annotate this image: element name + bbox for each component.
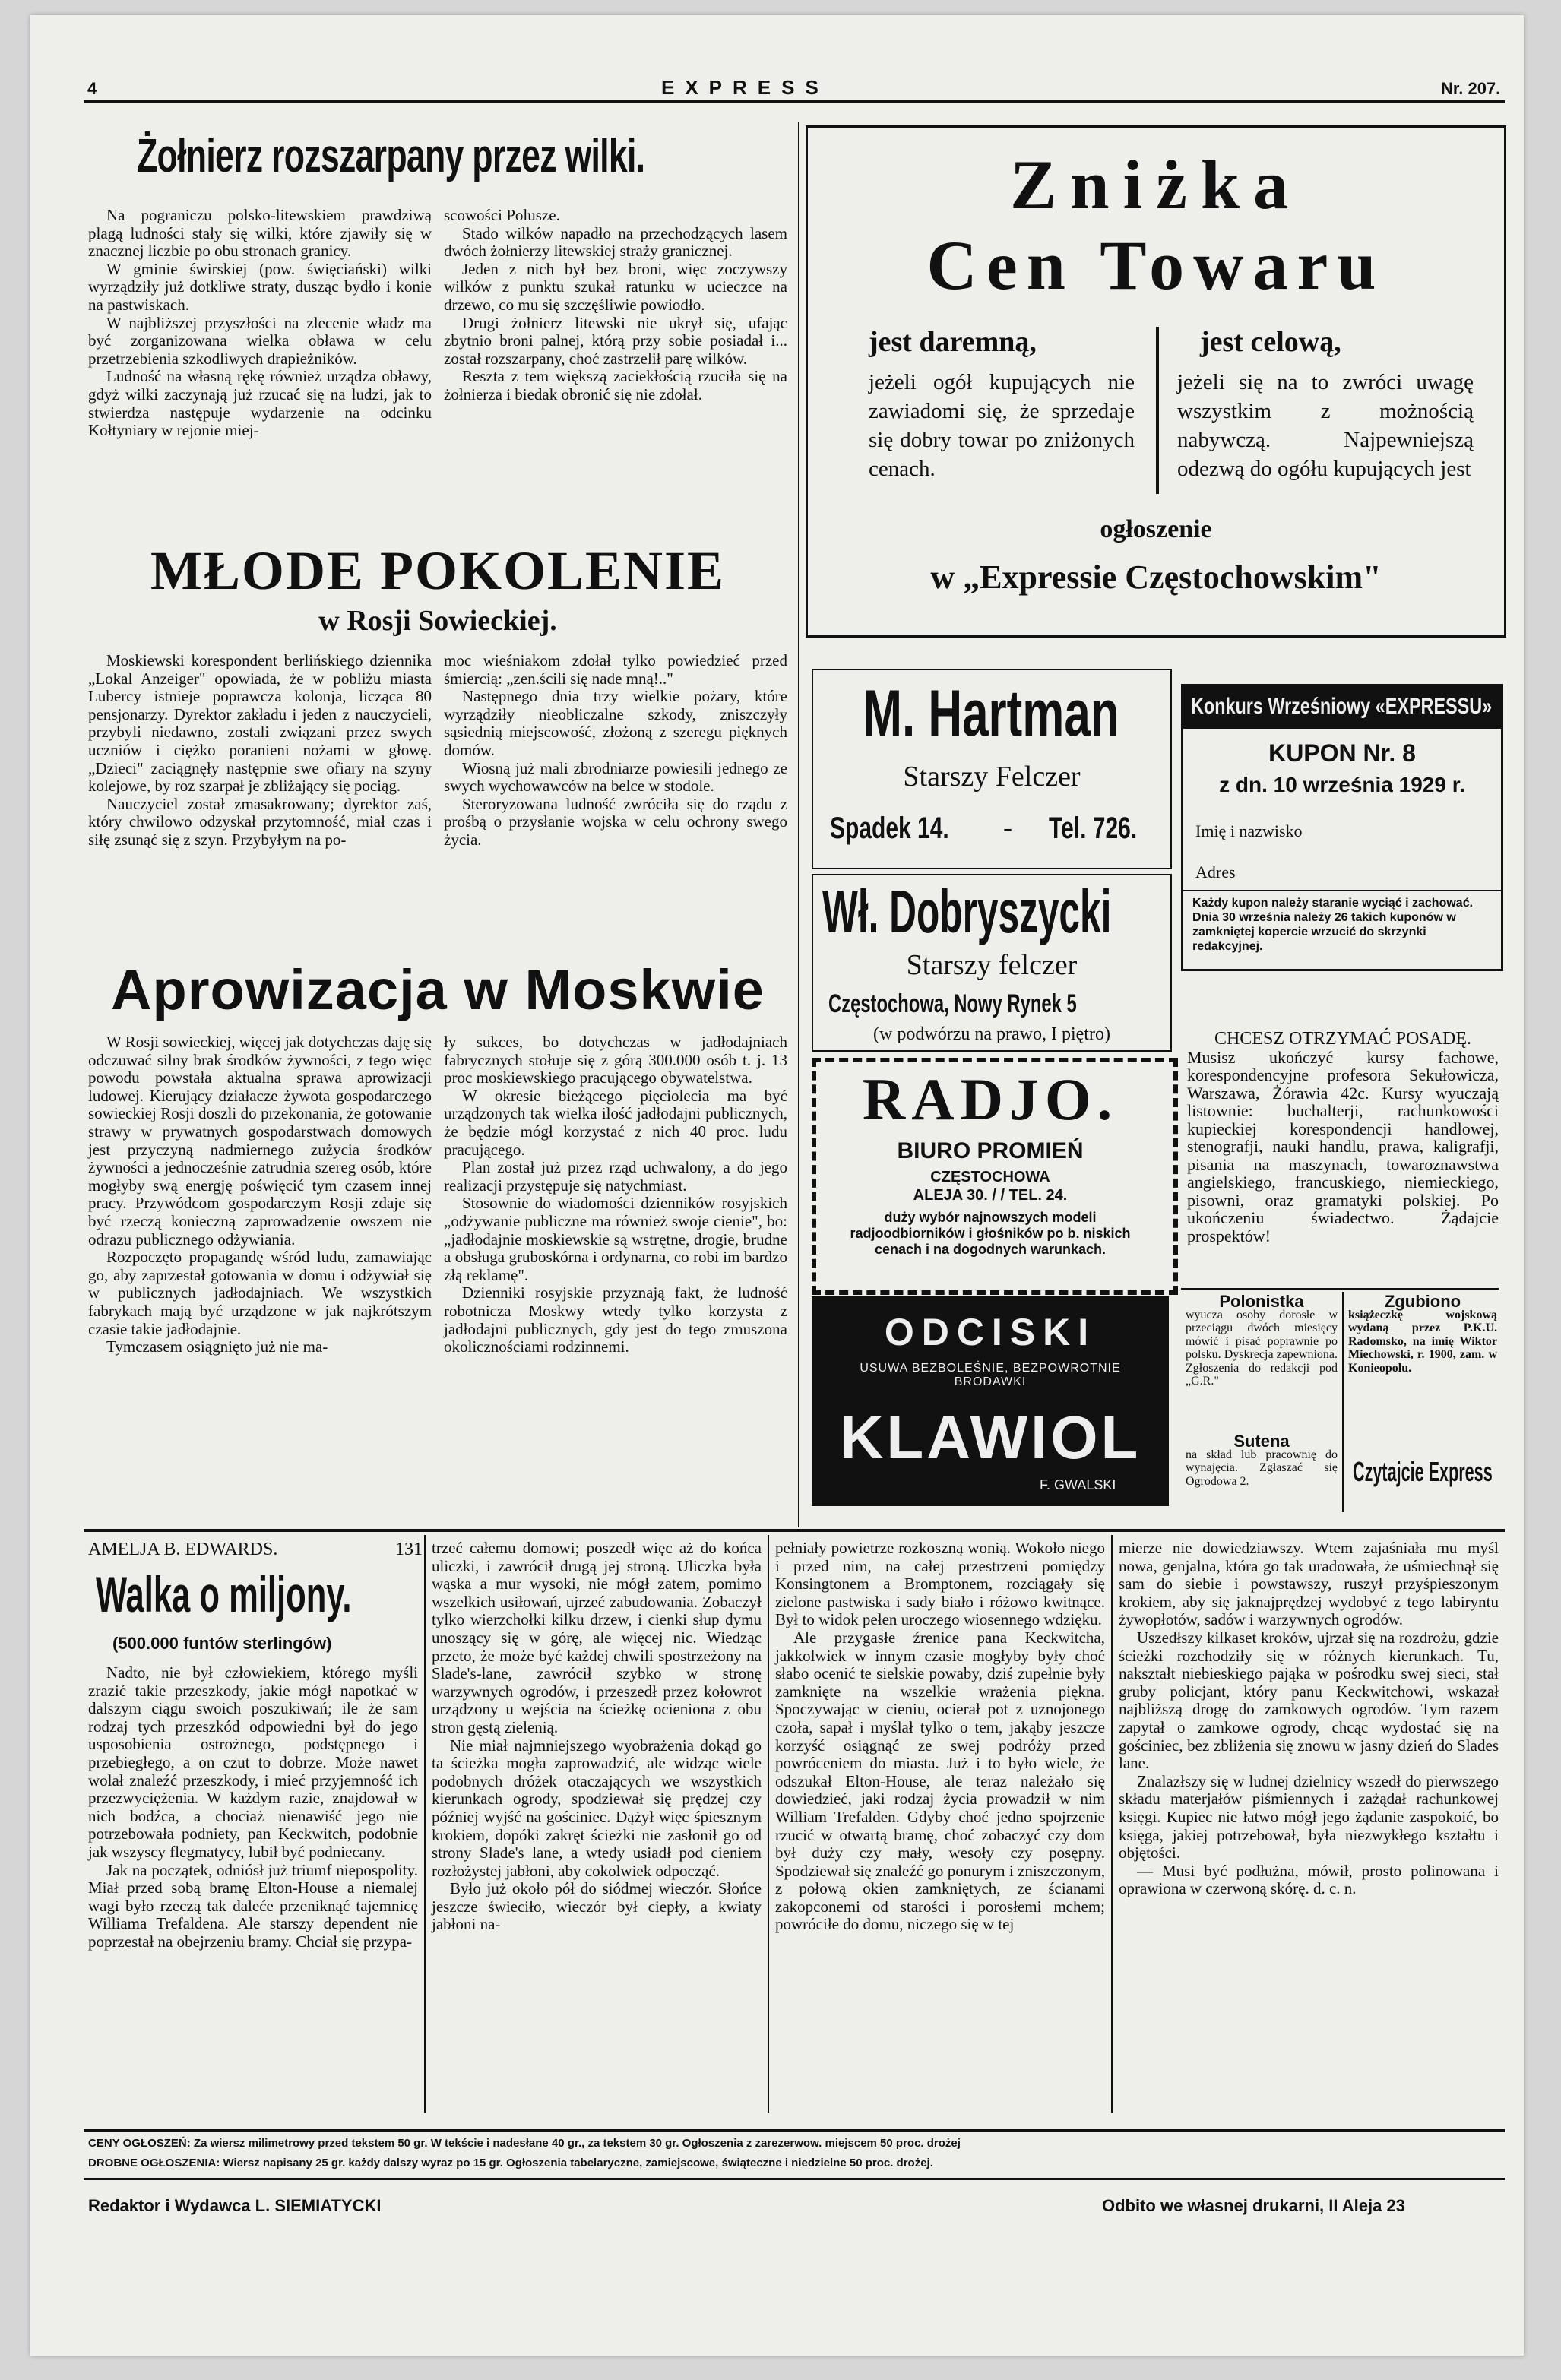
serial-column-1 <box>88 1664 418 1951</box>
job-ad-body: Musisz ukończyć kursy fachowe, korespondencyjne profesora Sekułowicza, Warszawa, Żórawia 42c. Kursy wyuczają listownie: buchalterji, rachunkowości kupieckiej korespondencji handlowej, stenografji, nauki handlu, prawa, kaligrafji, pisania na maszynach, towaroznawstwa angielskiego, francuskiego, niemieckiego, pisowni, oraz gramatyki polskiej. Po ukończeniu świadectwo. Żądajcie prospektów! <box>1187 1047 1499 1245</box>
paragraph: Plan został już przez rząd uchwalony, a do jego realizacji przystępuje się natychmiast. <box>444 1158 787 1195</box>
klawiol-title: ODCISKI <box>884 1311 1097 1353</box>
paragraph: Drugi żołnierz litewski nie ukrył się, ufając zbytnio broni palnej, którą przy sobie posiadał i... został rozszarpany, choć zastrzelił parę wilków. <box>444 313 787 368</box>
serial-title: Walka o miljony. <box>96 1566 352 1622</box>
header-rule <box>84 100 1505 103</box>
hartman-address: Spadek 14. <box>830 812 949 845</box>
paragraph: ły sukces, bo dotychczas w jadłodajniach fabrycznych stołuje się z górą 300.000 osób t. j. 13 proc moskiewskiego pracującego obywatelstwa. <box>444 1033 787 1087</box>
zgubiono-body: książeczkę wojskową wydaną przez P.K.U. Radomsko, na imię Wiktor Miechowski, r. 1900, zam. w Konieopolu. <box>1348 1308 1497 1375</box>
polonistka-body: wyucza osoby dorosłe w przeciągu dwóch miesięcy mówić i pisać poprawnie po polsku. Dyskrecja zapewniona. Zgłoszenia do redakcji pod „G.R." <box>1186 1308 1338 1388</box>
job-ad <box>1187 1030 1499 1245</box>
sutena-head: Sutena <box>1233 1432 1290 1451</box>
price-ad-bottom-2: w „Expressie Częstochowskim" <box>930 559 1382 596</box>
serial-subtitle: (500.000 funtów sterlingów) <box>112 1634 332 1653</box>
paragraph: Uszedłszy kilkaset kroków, ujrzał się na rozdrożu, gdzie ścieżki rozchodziły się w różnych kierunkach. Tu, nakształt niebieskiego pająka w pośrodku swej sieci, stał gruby policjant, który panu Keckwitchowi, wskazał najbliższą drogę do zamkowych ogrodów. Tym razem zapytał o zamkowe ogrody, chcąc wydostać się na gościniec, bez zbliżenia się znowu w jasny dzień do Slades lane. <box>1119 1628 1499 1773</box>
price-cut-ad <box>806 125 1506 638</box>
column-rule <box>798 122 799 1527</box>
sutena-body: na skład lub pracownię do wynajęcia. Zgłaszać się Ogrodowa 2. <box>1186 1448 1338 1488</box>
radio-city: CZĘSTOCHOWA <box>930 1169 1050 1185</box>
coupon-name-label: Imię i nazwisko <box>1195 821 1303 840</box>
paragraph: pełniały powietrze rozkoszną wonią. Wokoło niego i przed nim, na całej przestrzeni pomiędzy Konsingtonem a Bromptonem, rozciągały się zielone pastwiska i sady biało i różowo kwitnące. Był to widok pełen uroczego wiosennego wdzięku. <box>775 1539 1105 1629</box>
youth-column-2 <box>444 652 787 850</box>
paragraph: — Musi być podłużna, mówił, prosto polinowana i oprawiona w czerwoną skórę. d. c. n. <box>1119 1861 1499 1898</box>
paragraph: W najbliższej przyszłości na zlecenie władz ma być zorganizowana wielka obława w celu przetrzebienia szkodliwych drapieżników. <box>88 313 432 368</box>
printer-line: Odbito we własnej drukarni, II Aleja 23 <box>1102 2196 1405 2215</box>
paragraph: Na pograniczu polsko-litewskiem prawdziwą plagą ludności stały się wilki, które zjawiły się w znacznej liczbie po obu stronach granicy. <box>88 206 432 261</box>
hartman-role: Starszy Felczer <box>903 761 1081 793</box>
zgubiono-head: Zgubiono <box>1384 1292 1461 1311</box>
price-ad-divider <box>1156 327 1159 494</box>
polonistka-ad <box>1186 1292 1338 1388</box>
hartman-ad <box>812 669 1172 869</box>
hartman-phone: Tel. 726. <box>1049 812 1138 845</box>
coupon-number: KUPON Nr. 8 <box>1268 739 1416 767</box>
radio-body: duży wybór najnowszych modeli radjoodbiorników i głośników po b. niskich cenach i na dogodnych warunkach. <box>850 1210 1131 1257</box>
paragraph: Reszta z tem większą zaciekłością rzuciła się na żołnierza i biedak obronić się nie zdołał. <box>444 367 787 404</box>
paragraph: Następnego dnia trzy wielkie pożary, które wyrządziły nieobliczalne szkody, zniszczyły sąsiednią miejscowość, złożoną z szeregu pięknych domów. <box>444 687 787 759</box>
food-column-2 <box>444 1033 787 1356</box>
price-ad-right-head: jest celową, <box>1200 326 1341 358</box>
dobryszycki-note: (w podwórzu na prawo, I piętro) <box>873 1024 1110 1044</box>
radio-ad <box>812 1058 1178 1295</box>
radio-title: RADJO. <box>862 1066 1119 1132</box>
klawiol-ad <box>812 1296 1169 1506</box>
paragraph: Moskiewski korespondent berlińskiego dziennika „Lokal Anzeiger" opowiada, że w pobliżu miasta Lubercy istnieje poprawcza kolonja, licząca 80 pensjonarzy. Dyrektor zakładu i jeden z nauczycieli, przybyli niedawno, zostali związani przez swych uczniów i ciężko poranieni nożami w głowę. „Dzieci" zaciągnęły następnie swe ofiary na szyny kolejowe, by roz szarpał je zbliżający się pociąg. <box>88 651 432 796</box>
wolves-column-2 <box>444 207 787 404</box>
paragraph: Steroryzowana ludność zwróciła się do rządu z prośbą o przysłanie wojska w celu ochrony swego życia. <box>444 794 787 849</box>
food-headline: Aprowizacja w Moskwie <box>111 958 765 1021</box>
serial-column-4 <box>1119 1540 1499 1898</box>
paragraph: Rozpoczęto propagandę wśród ludu, zamawiając go, aby zaprzestał gotowania w domu i odżywiał się w publicznych jadłodajniach. We wszystkich fabrykach mają być urządzone w jak najkrótszym czasie takie jadłodajnie. <box>88 1248 432 1338</box>
dobryszycki-address: Częstochowa, Nowy Rynek 5 <box>828 989 1077 1018</box>
klawiol-subtitle: USUWA BEZBOLEŚNIE, BEZPOWROTNIE BRODAWKI <box>860 1362 1121 1388</box>
contest-coupon <box>1181 684 1503 971</box>
coupon-note: Każdy kupon należy staranie wyciąć i zachować. Dnia 30 września należy 26 takich kuponów w zamkniętej kopercie wrzucić do skrzynki redakcyjnej. <box>1192 897 1474 953</box>
hartman-name: M. Hartman <box>863 677 1119 750</box>
paragraph: Ale przygasłe źrenice pana Keckwitcha, jakkolwiek w innym czasie mogłyby były choć słabo ocenić te sielskie powaby, dziś zupełnie były zamknięte na wszelkie wrażenia piękna. Spoczywając w cieniu, ocierał pot z uznojonego czoła, sapał i myślał tylko o tem, jakąby jeszcze korzyść osiągnąć ze swej podróży przed powróceniem do miasta. Już i to było wiele, że odszukał Elton-House, ale teraz należało się dowiedzieć, jaki rodzaj życia prowadził w nim William Trefalden. Gdyby choć jedno spojrzenie rzucić w otwartą bramę, choć zobaczyć czy dom był duży czy mały, wesoły czy posępny. Spodziewał się znaleźć go ponurym i zniszczonym, z połową okien zamkniętych, ze ścianami zakopconemi od starości i porosłemi mchem; powróciłe do domu, niczego się w tej <box>775 1628 1105 1934</box>
paragraph: Nauczyciel został zmasakrowany; dyrektor zaś, który chwilowo odzyskał przytomność, miał czas i siłę zsunąć się z szyn. Przybyłym na po- <box>88 794 432 849</box>
masthead: EXPRESS <box>661 76 829 99</box>
paragraph: Stosownie do wiadomości dzienników rosyjskich „odżywanie publiczne ma również swoje cienie", bo: „jadłodajnie moskiewskie są wstrętne, drogie, brudne a obsługa gruboskórna i ordynarna, co robi im bardzo złą reklamę". <box>444 1194 787 1284</box>
coupon-banner-bg <box>1183 686 1501 729</box>
zgubiono-ad <box>1348 1292 1497 1375</box>
paragraph: Było już około pół do siódmej wieczór. Słońce jeszcze świeciło, wieczór był ciepły, a kwiaty jabłoni na- <box>432 1879 762 1934</box>
page-number: 4 <box>87 79 97 98</box>
wolves-headline: Żołnierz rozszarpany przez wilki. <box>137 130 645 182</box>
paragraph: Dzienniki rosyjskie przyznają fakt, że ludność robotnicza Moskwy wtedy tylko korzysta z jadłodajni publicznych, gdy jest do tego zmuszona okolicznościami rodzinnemi. <box>444 1283 787 1356</box>
paragraph: scowości Polusze. <box>444 206 560 224</box>
paragraph: Wiosną już mali zbrodniarze powiesili jednego ze swych wychowawców na belce w stodole. <box>444 758 787 796</box>
ad-prices-line-2: DROBNE OGŁOSZENIA: Wiersz napisany 25 gr. każdy dalszy wyraz po 15 gr. Ogłoszenia tabelaryczne, zamiejscowe, świąteczne i niedzielne 50 proc. drożej. <box>88 2157 933 2170</box>
serial-column-3 <box>775 1540 1105 1934</box>
youth-headline: MŁODE POKOLENIE <box>150 540 726 601</box>
footer-mid-rule <box>84 2178 1505 2180</box>
paragraph: Nie miał najmniejszego wyobrażenia dokąd go ta ścieżka mogła zaprowadzić, ale widząc wiele podobnych dróżek otaczających we wszystkich kierunkach ogrody, spodziewał się prędzej czy później wyjść na gościniec. Dążył więc śpiesznym krokiem, dopóki zakręt ścieżki nie zasłonił go od strony Slade's lane, a wtedy usiadł pod cieniem rozłożystej jabłoni, aby cokolwiek odpocząć. <box>432 1736 762 1880</box>
serial-top-rule <box>84 1529 1505 1532</box>
classifieds-divider <box>1342 1292 1344 1512</box>
polonistka-head: Polonistka <box>1219 1292 1304 1311</box>
serial-column-2 <box>432 1540 762 1934</box>
paragraph: Znalazłszy się w ludnej dzielnicy wszedł do pierwszego składu materjałów piśmiennych i zażądał rachunkowej księgi. Kupiec nie łatwo mógł jego żądanie zaspokoić, bo księga, jakiej potrzebował, była niezwykłego kształtu i objętości. <box>1119 1771 1499 1863</box>
serial-episode: 131 <box>395 1540 423 1559</box>
food-column-1 <box>88 1033 432 1356</box>
paragraph: moc wieśniakom zdołał tylko powiedzieć przed śmiercią: „zen.ścili się nade mną!.." <box>444 651 787 688</box>
youth-subheadline: w Rosji Sowieckiej. <box>318 605 557 637</box>
paragraph: mierze nie dowiedziawszy. Wtem zajaśniała mu myśl nowa, genjalna, która go tak uradowała, że uśmiechnął się sam do siebie i powstawszy, ruszył przyśpieszonym krokiem, aby się jaknajprędzej wydobyć z tego labiryntu żywopłotów, sadów i warzywnych ogrodów. <box>1119 1539 1499 1629</box>
ad-prices-line-1: CENY OGŁOSZEŃ: Za wiersz milimetrowy przed tekstem 50 gr. W tekście i nadesłane 40 gr., za tekstem 30 gr. Ogłoszenia z zarezerwow. miejscem 50 proc. drożej <box>88 2137 961 2150</box>
paragraph: Ludność na własną rękę również urządza obławy, gdyż wilki zaczynają już rzucać się na ludzi, jak to stwierdza następuje wydarzenie na odcinku Kołtyniary w rejonie miej- <box>88 367 432 440</box>
issue-number: Nr. 207. <box>1441 79 1501 98</box>
serial-author: AMELJA B. EDWARDS. <box>88 1540 278 1559</box>
price-ad-title-1: Zniżka <box>1009 146 1303 223</box>
paragraph: W gminie świrskiej (pow. święciański) wilki wyrządziły już dotkliwe straty, dusząc bydło i konie na pastwiskach. <box>88 259 432 314</box>
editor-line: Redaktor i Wydawca L. SIEMIATYCKI <box>88 2196 382 2215</box>
radio-company: BIURO PROMIEŃ <box>897 1138 1084 1163</box>
paragraph: Nadto, nie był człowiekiem, którego myśli zrazić takie przeszkody, jakie mógł napotkać w dalszym ciągu swoich poszukiwań; ile że sam rodzaj tych przeszkód odpowiedni był do jego usposobienia ostrożnego, podstępnego i przebiegłego, a on czut to dobrze. Może nawet wolał znaleźć przeszkody, i mieć przyjemność ich przezwyciężenia. W każdym razie, znajdował w nich bodźca, a chociaż nienawiść jego nie potrzebowała podniety, pan Keckwitch, podobnie jak wszyscy flegmatycy, lubił być podniecany. <box>88 1663 418 1861</box>
coupon-rule <box>1183 890 1501 891</box>
klawiol-maker: F. GWALSKI <box>1040 1477 1116 1492</box>
coupon-banner: Konkurs Wrześniowy «EXPRESSU» <box>1191 694 1493 719</box>
paragraph: Jak na początek, odniósł już triumf niepospolity. Miał przed sobą bramę Elton-House a niemalej wagi było rzeczą tak daleće przeniknąć tajemnicę Williama Trefaldena. Ale starszy dependent nie poprzestał na obejrzeniu bramy. Chciał się przypa- <box>88 1860 418 1951</box>
read-express-slogan: Czytajcie Express <box>1353 1456 1493 1487</box>
hartman-dash: - <box>1003 812 1012 843</box>
price-ad-left-head: jest daremną, <box>869 326 1037 358</box>
dobryszycki-role: Starszy felczer <box>906 949 1078 981</box>
price-ad-title-2: Cen Towaru <box>926 226 1385 304</box>
coupon-address-label: Adres <box>1195 862 1236 881</box>
serial-divider-2 <box>768 1535 769 2113</box>
serial-divider-1 <box>424 1535 426 2113</box>
paragraph: Stado wilków napadło na przechodzących lasem dwóch żołnierzy litewskiej straży granicznej. <box>444 223 787 261</box>
sutena-ad <box>1186 1432 1338 1488</box>
radio-address: ALEJA 30. / / TEL. 24. <box>913 1187 1068 1204</box>
paragraph: Jeden z nich był bez broni, więc zoczywszy wilków z punktu szukał ratunku w ucieczce na drzewo, co mu się szczęśliwie powiodło. <box>444 259 787 314</box>
footer-top-rule <box>84 2129 1505 2132</box>
price-ad-right-body: jeżeli się na to zwróci uwagę wszystkim z możnością nabywczą. Najpewniejszą odezwą do ogółu kupujących jest <box>1177 370 1474 481</box>
paragraph: W Rosji sowieckiej, więcej jak dotychczas daję się odczuwać silny brak środków żywności, z tego więc powodu powstała aktualna sprawa aprowizacji ludowej. Kierujący działacze żywota gospodarczego sowieckiej Rosji doszli do przekonania, że gotowanie strawy w prywatnych gospodarstwach domowych jest przyczyną nadmiernego zużycia środków żywności a jednocześnie zatrudnia szereg osób, które mogłyby swą energję poświęcić tym czasem innej pracy. Przywódcom gospodarczym Rosji zdaje się być rzeczą konieczną zaprowadzenie owszem nie odrazu publicznego odżywiania. <box>88 1033 432 1249</box>
dobryszycki-name: Wł. Dobryszycki <box>822 878 1112 945</box>
serial-divider-3 <box>1111 1535 1113 2113</box>
wolves-column-1 <box>88 207 432 440</box>
paragraph: W okresie bieżącego pięciolecia ma być urządzonych tak wielka ilość jadłodajni publicznych, że będzie mógł korzystać z nich 40 proc. ludu pracującego. <box>444 1086 787 1159</box>
paragraph: Tymczasem osiągnięto już nie ma- <box>106 1337 328 1356</box>
coupon-date: z dn. 10 września 1929 r. <box>1219 773 1465 796</box>
newspaper-page <box>30 15 1524 2356</box>
price-ad-left-body: jeżeli ogół kupujących nie zawiadomi się, że sprzedaje się dobry towar po zniżonych cenach. <box>869 370 1135 481</box>
job-ad-head: CHCESZ OTRZYMAĆ POSADĘ. <box>1214 1029 1472 1049</box>
klawiol-brand: KLAWIOL <box>839 1404 1141 1471</box>
paragraph: trzeć całemu domowi; poszedł więc aż do końca uliczki, i zawrócił drugą jej stroną. Uliczka była wąska a mur wysoki, nie mógł zatem, pomimo wszelkich usiłowań, ujrzeć zabudowania. Zobaczył tylko wierzchołki kilku drzew, i cienki słup dymu unoszący się w górę, ale więcej nic. Wiedząc przeto, że może być każdej chwili spostrzeżony na Slade's-lane, zawrócił szybko w stronę warzywnych ogrodów, i przeszedł przez kołowrot urządzony u wejścia na ścieżkę ocieniona z obu stron gęstą zielenią. <box>432 1539 762 1736</box>
classifieds-rule <box>1181 1288 1499 1290</box>
price-ad-bottom-1: ogłoszenie <box>1100 515 1212 543</box>
dobryszycki-ad <box>812 874 1172 1052</box>
youth-column-1 <box>88 652 432 850</box>
